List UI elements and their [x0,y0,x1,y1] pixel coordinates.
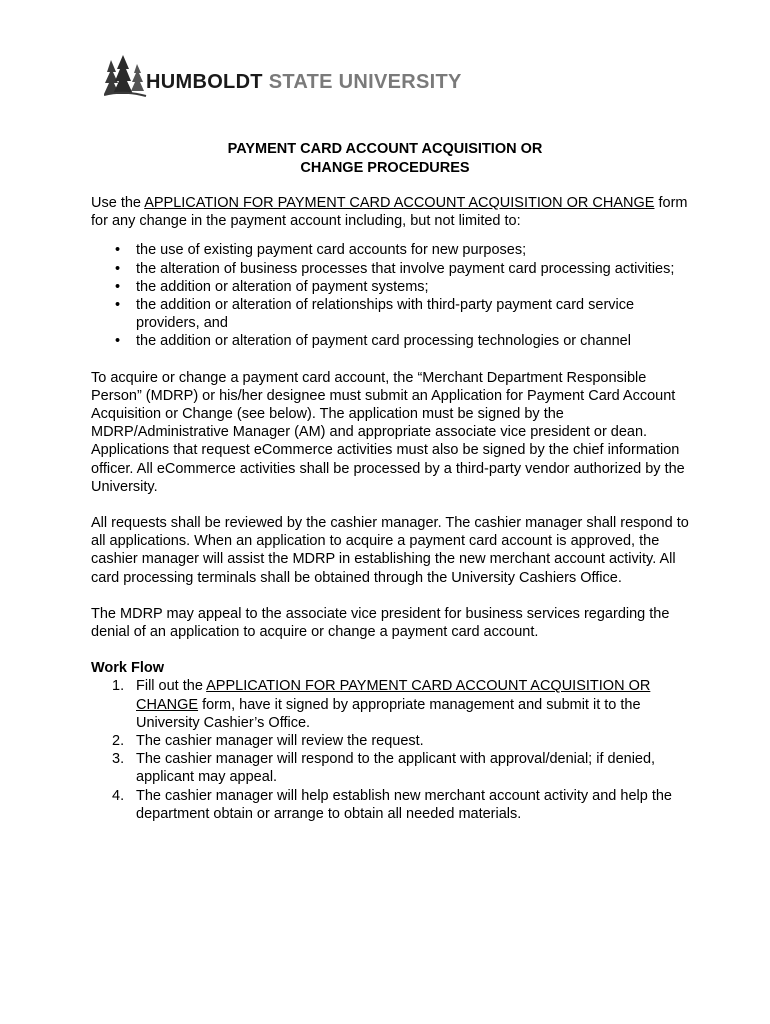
bullet-icon: • [115,242,121,259]
list-item: • the addition or alteration of payment card processing technologies or channel [115,333,631,350]
title-line-2: CHANGE PROCEDURES [300,160,470,176]
university-wordmark: HUMBOLDT STATE UNIVERSITY [146,71,462,93]
title-line-1: PAYMENT CARD ACCOUNT ACQUISITION OR [227,141,543,157]
list-item: • the addition or alteration of relationships with third-party payment card service providers, and [115,297,635,332]
acquisition-paragraph: To acquire or change a payment card account, the “Merchant Department Responsible Person” (MDRP) or his/her designee must submit an Application for Payment Card Account Acquisition or Change (see below). The application must be signed by the MDRP/Administrative Manager (AM) and appropriate associate vice president or dean. Applications that request eCommerce activities must also be signed by the chief information officer. All eCommerce activities shall be processed by a third-party vendor authorized by the University. [91,369,685,495]
page-title [0,140,770,178]
workflow-steps [91,677,691,823]
list-item: • the use of existing payment card accounts for new purposes; [115,242,527,259]
bullet-icon: • [115,297,121,314]
list-item: 3. The cashier manager will respond to the applicant with approval/denial; if denied, applicant may appeal. [112,751,656,786]
list-item: • the addition or alteration of payment systems; [115,278,429,295]
list-item: 2. The cashier manager will review the request. [112,733,424,750]
appeal-paragraph: The MDRP may appeal to the associate vice president for business services regarding the denial of an application to acquire or change a payment card account. [91,605,670,641]
list-item: 4. The cashier manager will help establish new merchant account activity and help the department obtain or arrange to obtain all needed materials. [112,787,672,822]
intro-paragraph: Use the APPLICATION FOR PAYMENT CARD ACCOUNT ACQUISITION OR CHANGE form for any change in the payment account including, but not limited to: [91,195,688,230]
university-logo [104,54,462,100]
list-item: 1. Fill out the APPLICATION FOR PAYMENT CARD ACCOUNT ACQUISITION OR CHANGE form, have it signed by appropriate management and submit it to the University Cashier’s Office. [112,678,651,731]
application-form-link[interactable]: APPLICATION FOR PAYMENT CARD ACCOUNT ACQUISITION OR CHANGE [136,678,651,713]
bullet-icon: • [115,260,121,277]
review-paragraph: All requests shall be reviewed by the cashier manager. The cashier manager shall respond to all applications. When an application to acquire a payment card account is approved, the cashier manager will assist the MDRP in establishing the new merchant account activity. All card processing terminals shall be obtained through the University Cashiers Office. [91,515,689,586]
document-body [91,194,691,823]
bullet-icon: • [115,333,121,350]
redwood-trees-icon [104,54,148,100]
change-types-list [91,241,691,350]
bullet-icon: • [115,278,121,295]
workflow-heading: Work Flow [91,660,165,677]
list-item: • the alteration of business processes that involve payment card processing activities; [115,260,675,277]
application-form-link[interactable]: APPLICATION FOR PAYMENT CARD ACCOUNT ACQUISITION OR CHANGE [144,195,655,211]
